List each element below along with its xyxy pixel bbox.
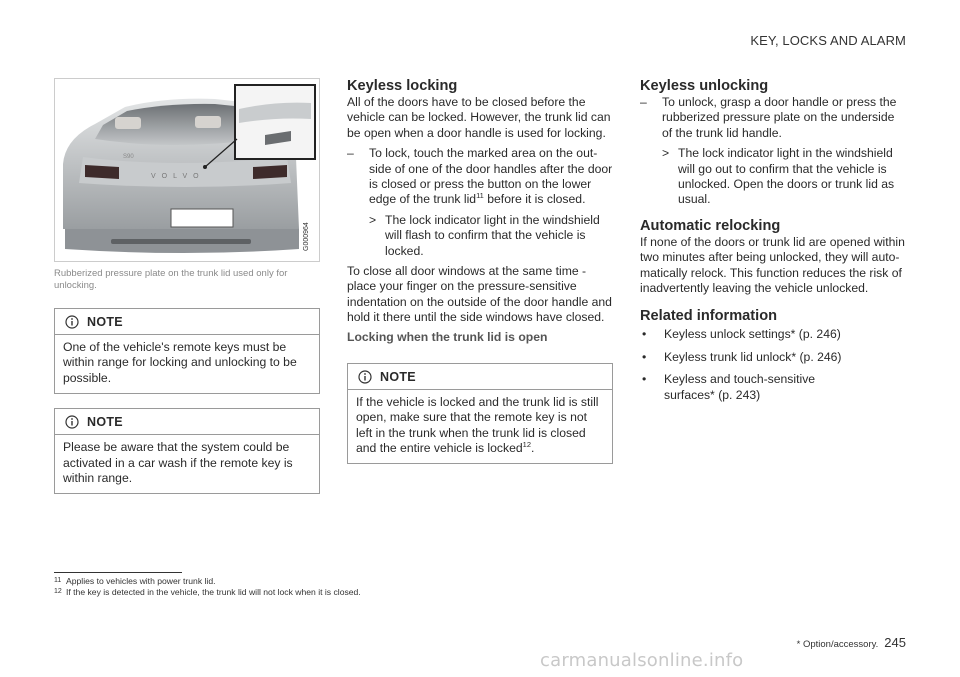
note-text: One of the vehicle's remote keys must be within range for locking and unlocking to be possible. <box>63 340 297 385</box>
footnote-ref: 11 <box>476 191 484 201</box>
column-right <box>640 78 906 403</box>
heading-related-information: Related information <box>640 308 778 325</box>
note-title: NOTE <box>87 415 123 430</box>
step-text: To unlock, grasp a door handle or press the rubberized pressure plate on the underside of the trunk lid handle. <box>662 95 897 140</box>
result-text: The lock indicator light in the windshield will go out to confirm that the vehicle is unlocked. Open the doors or trunk lid as usual. <box>678 146 895 207</box>
column-middle <box>347 78 613 464</box>
note-title: NOTE <box>380 369 416 384</box>
related-link-item[interactable] <box>640 327 906 342</box>
subheading-trunk-open: Locking when the trunk lid is open <box>347 329 548 344</box>
heading-automatic-relocking: Automatic relocking <box>640 217 781 234</box>
heading-keyless-locking: Keyless locking <box>347 78 458 94</box>
footnote-number: 11 <box>54 577 62 584</box>
page-number: 245 <box>884 635 906 650</box>
result-marker: > <box>662 146 670 161</box>
note-title: NOTE <box>87 315 123 329</box>
keyless-locking-intro: All of the doors have to be closed before the vehicle can be locked. However, the trunk lid can be open when a door handle is used for locking. <box>347 95 611 140</box>
option-legend: * Option/accessory. <box>796 639 879 650</box>
bullet: • <box>642 372 647 387</box>
info-icon <box>65 315 79 329</box>
step-text: To lock, touch the marked area on the out-side of one of the door handles after the door is closed or press the button on the lower edge of the trunk lid <box>369 146 613 207</box>
result-item <box>347 213 613 259</box>
related-link-item[interactable] <box>640 350 906 365</box>
step-marker: – <box>640 95 647 109</box>
note-box-trunk-open <box>347 363 613 465</box>
note-text-end: . <box>531 440 535 455</box>
note-box-remote-range <box>54 308 320 394</box>
note-box-car-wash <box>54 408 320 494</box>
result-item <box>640 146 906 208</box>
related-link[interactable]: Keyless and touch-sensitive surfaces* (p. 243) <box>664 372 816 402</box>
footnote-number: 12 <box>54 588 62 595</box>
info-icon <box>358 370 372 384</box>
trunk-figure <box>54 78 320 262</box>
related-link[interactable]: Keyless trunk lid unlock* (p. 246) <box>664 349 842 364</box>
svg-text:S90: S90 <box>123 154 134 160</box>
related-link[interactable]: Keyless unlock settings* (p. 246) <box>664 327 841 342</box>
step-marker: – <box>347 146 354 161</box>
footnote-text: Applies to vehicles with power trunk lid. <box>66 576 216 586</box>
section-header: KEY, LOCKS AND ALARM <box>750 33 906 48</box>
car-rear-illustration <box>55 79 319 261</box>
svg-text:VOLVO: VOLVO <box>151 173 205 180</box>
info-icon <box>65 415 79 429</box>
relocking-text: If none of the doors or trunk lid are opened within two minutes after being unlocked, they will auto-matically relock. This function reduces the risk of inadvertently leaving the vehicle unlocked. <box>640 234 905 296</box>
step-item <box>347 146 613 208</box>
note-text: If the vehicle is locked and the trunk lid is still open, make sure that the remote key is not left in the trunk when the trunk lid is closed and the entire vehicle is locked <box>356 394 599 455</box>
footnote <box>54 587 361 597</box>
page-footer <box>797 635 906 650</box>
result-text: The lock indicator light in the windshield will flash to confirm that the vehicle is locked. <box>385 212 600 258</box>
bullet: • <box>642 349 647 364</box>
figure-code: G000964 <box>303 222 310 251</box>
watermark: carmanualsonline.info <box>540 650 744 671</box>
bullet: • <box>642 327 647 342</box>
note-header <box>55 309 319 335</box>
close-windows-text: To close all door windows at the same time - place your finger on the pressure-sensitive indentation on the outside of the door handle and hold it there until the side windows have closed. <box>347 264 612 325</box>
note-text: Please be aware that the system could be activated in a car wash if the remote key is within range. <box>63 440 293 486</box>
related-link-item[interactable] <box>640 372 906 403</box>
footnote <box>54 576 216 586</box>
note-header <box>348 364 612 390</box>
step-item <box>640 95 906 141</box>
result-marker: > <box>369 212 377 227</box>
footnote-rule <box>54 572 182 573</box>
footnote-text: If the key is detected in the vehicle, the trunk lid will not lock when it is closed. <box>66 587 361 597</box>
step-text-end: before it is closed. <box>483 192 586 207</box>
footnote-ref: 12 <box>522 439 532 449</box>
heading-keyless-unlocking: Keyless unlocking <box>640 78 769 94</box>
column-left <box>54 78 320 494</box>
note-header <box>55 409 319 435</box>
figure-caption: Rubberized pressure plate on the trunk lid used only for unlocking. <box>54 268 288 291</box>
